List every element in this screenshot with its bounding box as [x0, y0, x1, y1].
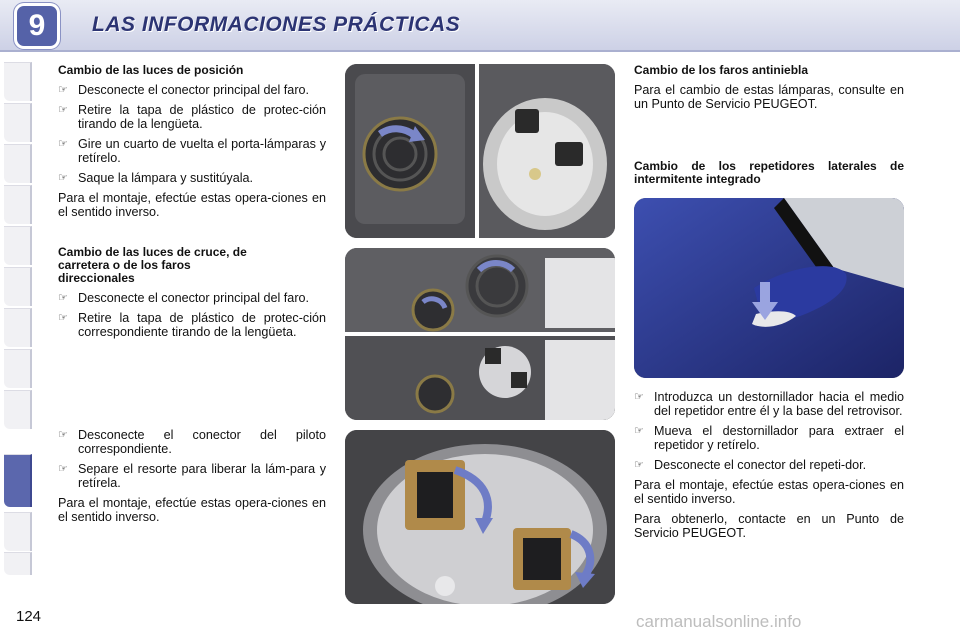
page-title: LAS INFORMACIONES PRÁCTICAS: [92, 13, 461, 36]
chapter-tab[interactable]: [4, 512, 32, 551]
list-item: ☞ Retire la tapa de plástico de protec-ción tirando de la lengüeta.: [58, 103, 326, 131]
pointing-hand-icon: ☞: [58, 172, 68, 184]
pointing-hand-icon: ☞: [58, 84, 68, 96]
chapter-tab-active[interactable]: [4, 454, 32, 507]
list-item: ☞ Retire la tapa de plástico de protec-ción correspondiente tirando de la lengüeta.: [58, 311, 326, 339]
left-column: [58, 64, 326, 225]
list-item: ☞ Desconecte el conector principal del faro.: [58, 83, 310, 97]
list-item: ☞ Saque la lámpara y sustitúyala.: [58, 171, 254, 185]
paragraph: Para obtenerlo, contacte en un Punto de Servicio PEUGEOT.: [634, 512, 904, 540]
indicator-bulb-illustration: [345, 430, 615, 604]
paragraph: Para el cambio de estas lámparas, consulte en un Punto de Servicio PEUGEOT.: [634, 83, 904, 111]
list-item: ☞ Desconecte el conector del piloto correspondiente.: [58, 428, 326, 456]
list-item: ☞ Desconecte el conector del repeti-dor.: [634, 458, 867, 472]
chapter-tab[interactable]: [4, 308, 32, 347]
right-column-fog: [634, 64, 904, 117]
page-number: 124: [16, 608, 42, 625]
indicator-bulb-photo: [345, 430, 615, 604]
right-column-repeaters-heading: [634, 160, 904, 192]
chapter-tab[interactable]: [4, 349, 32, 388]
chapter-tab[interactable]: [4, 103, 32, 142]
headlamp-rear-photo: [345, 64, 615, 238]
pointing-hand-icon: ☞: [58, 138, 68, 150]
left-column-section2: [58, 246, 326, 345]
chapter-tabs: [0, 62, 30, 574]
section-heading: Cambio de las luces de cruce, de carretera o de los faros direccionales: [58, 245, 247, 285]
pointing-hand-icon: ☞: [634, 459, 644, 471]
chapter-tab[interactable]: [4, 390, 32, 429]
paragraph: Para el montaje, efectúe estas opera-ciones en el sentido inverso.: [634, 478, 904, 506]
chapter-tab[interactable]: [4, 144, 32, 183]
list-item: ☞ Mueva el destornillador para extraer el repetidor y retírelo.: [634, 424, 904, 452]
mirror-repeater-illustration: [634, 198, 904, 378]
chapter-tab[interactable]: [4, 267, 32, 306]
watermark: carmanualsonline.info: [636, 612, 802, 631]
chapter-tab[interactable]: [4, 185, 32, 224]
pointing-hand-icon: ☞: [58, 292, 68, 304]
paragraph: Para el montaje, efectúe estas opera-ciones en el sentido inverso.: [58, 496, 326, 524]
pointing-hand-icon: ☞: [58, 104, 68, 116]
chapter-tab[interactable]: [4, 226, 32, 265]
low-high-beam-photo: [345, 248, 615, 420]
pointing-hand-icon: ☞: [58, 429, 68, 441]
list-item: ☞ Gire un cuarto de vuelta el porta-lámparas y retírelo.: [58, 137, 326, 165]
pointing-hand-icon: ☞: [58, 463, 68, 475]
right-column-repeaters: [634, 390, 904, 546]
mirror-repeater-photo: [634, 198, 904, 378]
headlamp-rear-illustration: [345, 64, 615, 238]
chapter-tab[interactable]: [4, 62, 32, 101]
pointing-hand-icon: ☞: [634, 425, 644, 437]
list-item: ☞ Introduzca un destornillador hacia el medio del repetidor entre él y la base del retrovisor.: [634, 390, 904, 418]
page-header: [0, 0, 960, 52]
section-heading: Cambio de los faros antiniebla: [634, 63, 809, 77]
section-heading: Cambio de las luces de posición: [58, 63, 244, 77]
low-high-beam-illustration: [345, 248, 615, 420]
chapter-tab[interactable]: [4, 552, 32, 575]
pointing-hand-icon: ☞: [58, 312, 68, 324]
chapter-number: 9: [28, 9, 46, 42]
left-column-section3: [58, 428, 326, 530]
section-heading: Cambio de los repetidores laterales de intermitente integrado: [634, 159, 904, 186]
paragraph: Para el montaje, efectúe estas opera-ciones en el sentido inverso.: [58, 191, 326, 219]
list-item: ☞ Desconecte el conector principal del faro.: [58, 291, 310, 305]
list-item: ☞ Separe el resorte para liberar la lám-para y retírela.: [58, 462, 326, 490]
chapter-badge: [17, 6, 57, 46]
pointing-hand-icon: ☞: [634, 391, 644, 403]
